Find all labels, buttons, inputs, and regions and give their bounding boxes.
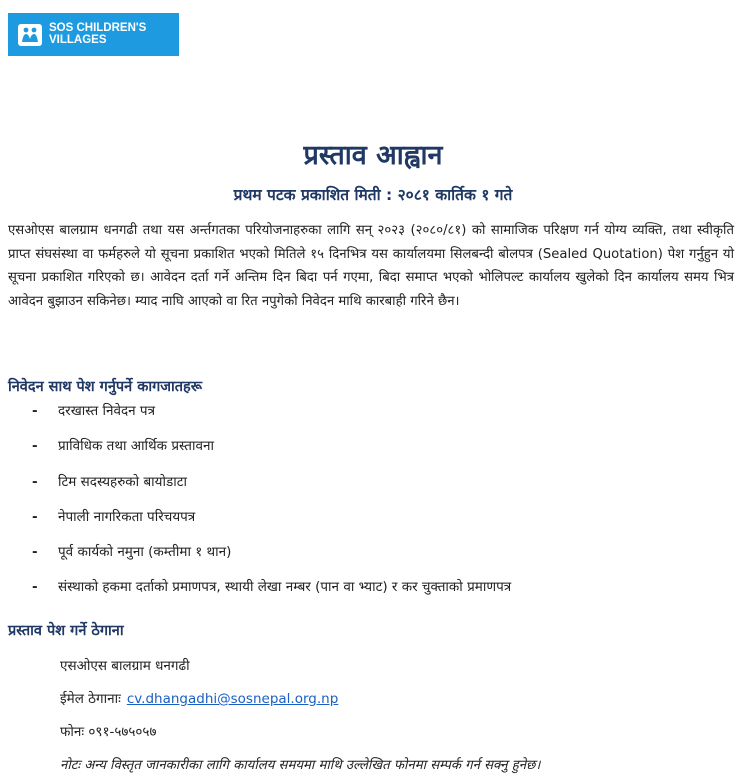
document-item bbox=[32, 577, 511, 595]
document-item-label: पूर्व कार्यको नमुना (कम्तीमा १ थान) bbox=[58, 544, 232, 560]
logo-text bbox=[49, 23, 146, 46]
email-label: ईमेल ठेगानाः bbox=[60, 691, 121, 707]
document-item bbox=[32, 542, 231, 560]
document-item bbox=[32, 507, 195, 525]
notice-paragraph: एसओएस बालग्राम धनगढी तथा यस अर्न्तगतका परियोजनाहरुका लागि सन् २०२३ (२०८०/८१) को सामाजिक परिक्षण गर्न योग्य व्यक्ति, तथा स्वीकृति प्राप्त संघसंस्था वा फर्महरुले यो सूचना प्रकाशित भएको मितिले १५ दिनभित्र यस कार्यालयमा सिलबन्दी बोलपत्र (Sealed Quotation) पेश गर्नुहुन यो सूचना प्रकाशित गरिएको छ। आवेदन दर्ता गर्ने अन्तिम दिन बिदा पर्न गएमा, बिदा समाप्त भएको भोलिपल्ट कार्यालय खुलेको दिन कार्यालय समय भित्र आवेदन बुझाउन सकिनेछ। म्याद नाघि आएको वा रित नपुगेको निवेदन माथि कारबाही गरिने छैन। bbox=[8, 223, 734, 309]
submission-heading: प्रस्ताव पेश गर्ने ठेगाना bbox=[8, 623, 124, 639]
document-item-label: नेपाली नागरिकता परिचयपत्र bbox=[58, 509, 196, 525]
email-row bbox=[60, 689, 338, 707]
publication-date: प्रथम पटक प्रकाशित मिती : २०८१ कार्तिक १ गते bbox=[233, 186, 513, 204]
document-item-label: टिम सदस्यहरुको बायोडाटा bbox=[58, 474, 187, 490]
document-item bbox=[32, 472, 187, 490]
bullet-dash-icon: - bbox=[32, 403, 38, 419]
bullet-dash-icon: - bbox=[32, 579, 38, 595]
document-item bbox=[32, 436, 214, 454]
document-item bbox=[32, 401, 155, 419]
sos-logo bbox=[8, 13, 179, 56]
bullet-dash-icon: - bbox=[32, 474, 38, 490]
sos-logo-icon bbox=[18, 24, 42, 46]
logo-line-1: SOS CHILDREN'S bbox=[49, 22, 147, 34]
bullet-dash-icon: - bbox=[32, 438, 38, 454]
document-item-label: संस्थाको हकमा दर्ताको प्रमाणपत्र, स्थायी लेखा नम्बर (पान वा भ्याट) र कर चुक्ताको प्रमाणपत्र bbox=[58, 579, 512, 595]
bullet-dash-icon: - bbox=[32, 544, 38, 560]
email-link[interactable]: cv.dhangadhi@sosnepal.org.np bbox=[126, 691, 339, 707]
footer-note: नोटः अन्य विस्तृत जानकारीका लागि कार्यालय समयमा माथि उल्लेखित फोनमा सम्पर्क गर्न सक्नु हुनेछ। bbox=[60, 758, 541, 773]
logo-line-2: VILLAGES bbox=[49, 33, 107, 46]
document-item-label: प्राविधिक तथा आर्थिक प्रस्तावना bbox=[58, 438, 214, 454]
document-item-label: दरखास्त निवेदन पत्र bbox=[58, 403, 156, 419]
documents-heading: निवेदन साथ पेश गर्नुपर्ने कागजातहरू bbox=[8, 379, 203, 395]
phone-number: फोनः ०९१-५७५०५७ bbox=[60, 724, 157, 740]
bullet-dash-icon: - bbox=[32, 509, 38, 525]
organization-name: एसओएस बालग्राम धनगढी bbox=[60, 658, 190, 674]
page-title: प्रस्ताव आह्वान bbox=[303, 140, 443, 171]
